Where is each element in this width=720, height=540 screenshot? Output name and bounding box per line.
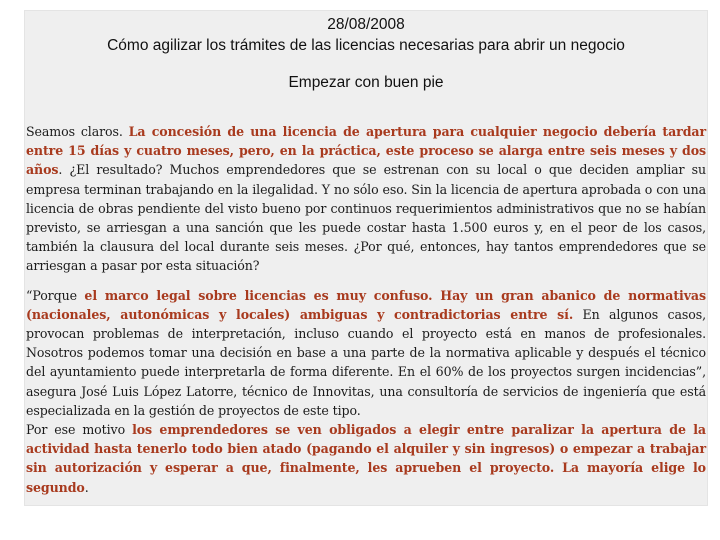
paragraph-3 <box>26 420 706 497</box>
article-body <box>26 122 706 497</box>
p2-text-rest: En algunos casos, provocan problemas de interpretación, incluso cuando el proyecto está en manos de profesionales. Nosotros podemos tomar una decisión en base a una parte de la normativa aplicable y después el técnico del ayuntamiento puede interpretarla de forma diferente. En el 60% de los proyectos surgen incidencias”, asegura José Luis López Latorre, técnico de Innovitas, una consultoría de servicios de ingeniería que está especializada en la gestión de proyectos de este tipo. <box>26 306 707 418</box>
paragraph-1 <box>26 122 706 276</box>
p3-text-start: Por ese motivo <box>26 422 133 438</box>
date: 28/08/2008 <box>327 16 405 33</box>
page-title: Cómo agilizar los trámites de las licencias necesarias para abrir un negocio <box>107 37 625 54</box>
p3-text-end: . <box>84 479 89 495</box>
p1-highlight: La concesión de una licencia de apertura para cualquier negocio debería tardar entre 15 días y cuatro meses, pero, en la práctica, este proceso se alarga entre seis meses y dos años <box>26 124 706 178</box>
content-panel <box>24 10 708 506</box>
p2-highlight: el marco legal sobre licencias es muy confuso. Hay un gran abanico de normativas (nacionales, autonómicas y locales) ambiguas y contradictorias entre sí. <box>26 287 706 322</box>
p1-text-rest: . ¿El resultado? Muchos emprendedores que se estrenan con su local o que deciden ampliar su empresa terminan trabajando en la ilegalidad. Y no sólo eso. Sin la licencia de apertura aprobada o con una licencia de obras pendiente del visto bueno por continuos requerimientos administrativos que no se habían previsto, se arriesgan a una sanción que les puede costar hasta 1.500 euros y, en el peor de los casos, también la clausura del local durante seis meses. ¿Por qué, entonces, hay tantos emprendedores que se arriesgan a pasar por esta situación? <box>26 162 706 274</box>
p1-text-start: Seamos claros. <box>26 124 129 139</box>
header <box>25 11 707 93</box>
subtitle: Empezar con buen pie <box>288 74 444 91</box>
p3-highlight: los emprendedores se ven obligados a elegir entre paralizar la apertura de la actividad hasta tenerlo todo bien atado (pagando el alquiler y sin ingresos) o empezar a trabajar sin autorización y esperar a que, finalmente, les aprueben el proyecto. La mayoría elige lo segundo <box>26 422 706 495</box>
p2-text-start: “Porque <box>26 287 85 303</box>
paragraph-2 <box>26 286 706 420</box>
